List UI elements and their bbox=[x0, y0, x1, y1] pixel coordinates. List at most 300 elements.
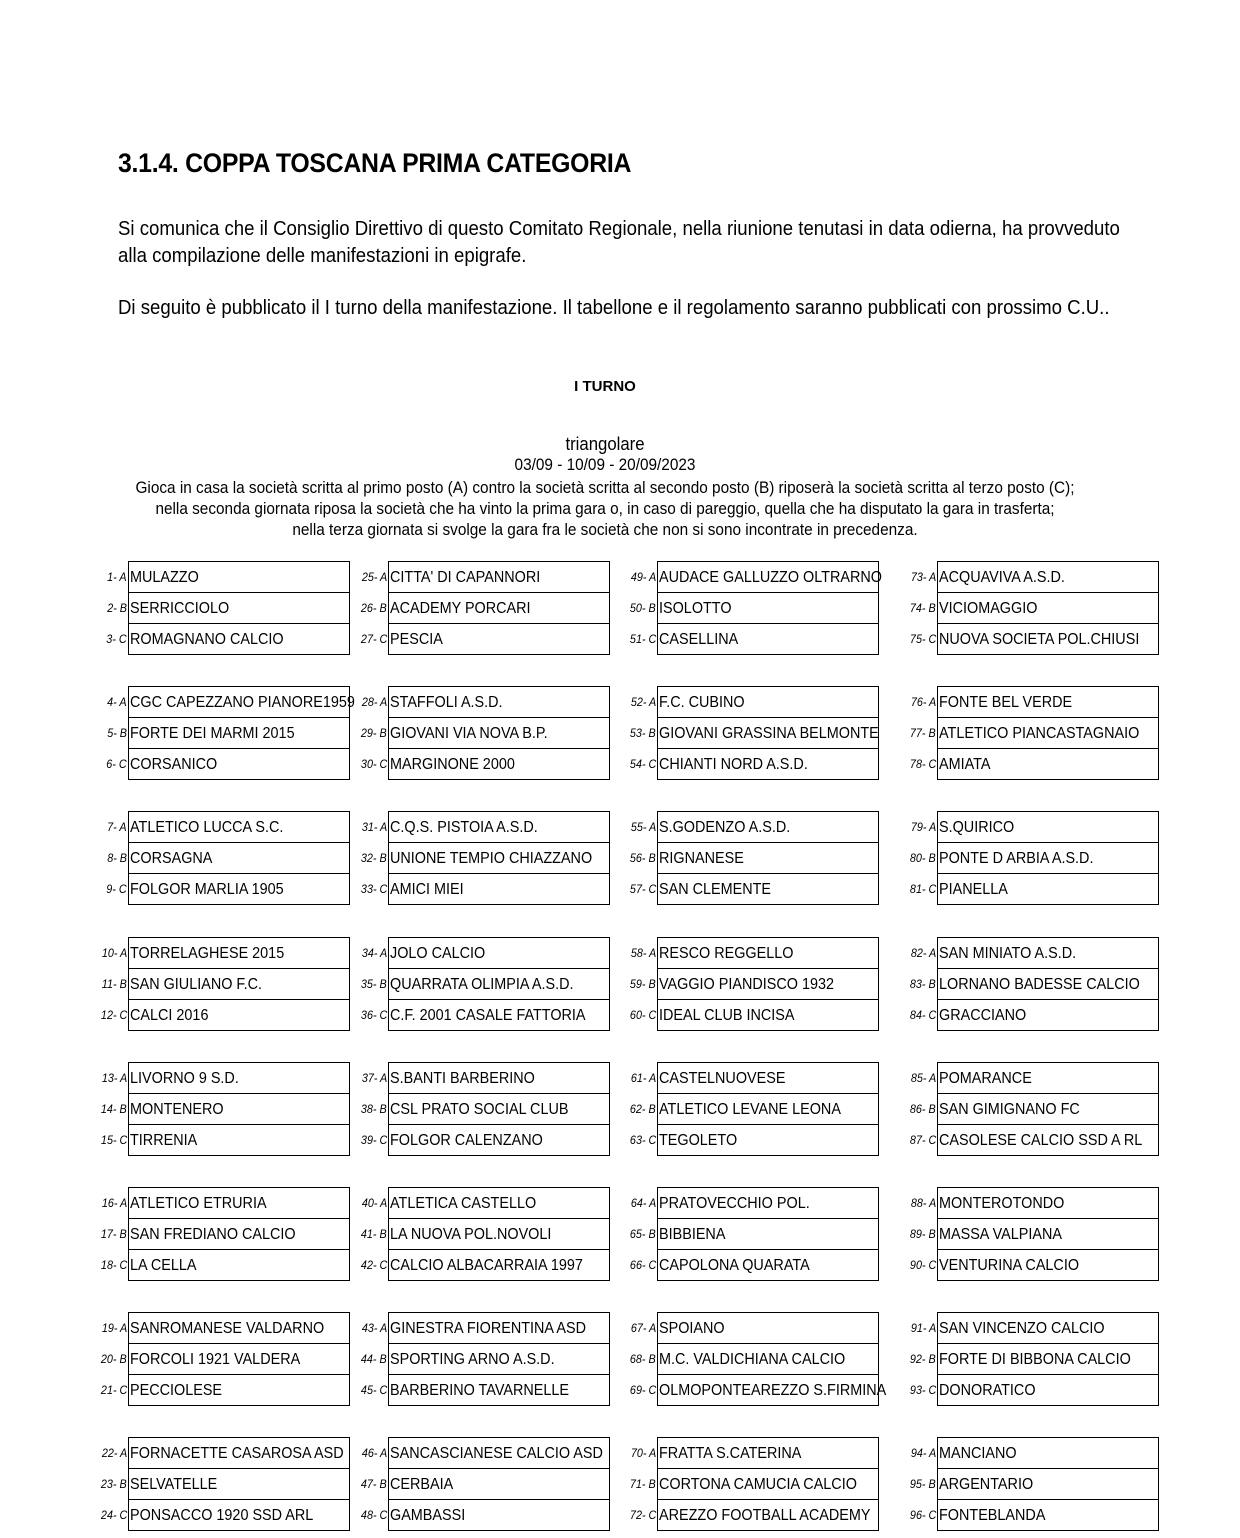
team-row bbox=[353, 1124, 613, 1155]
team-row bbox=[353, 1218, 613, 1249]
team-cell bbox=[128, 1187, 350, 1218]
team-cell bbox=[128, 1437, 350, 1468]
team-cell bbox=[388, 1374, 610, 1406]
team-name: ATLETICO LUCCA S.C. bbox=[130, 819, 284, 836]
team-name: LA NUOVA POL.NOVOLI bbox=[390, 1226, 552, 1243]
team-cell bbox=[657, 1187, 879, 1218]
team-name: S.QUIRICO bbox=[939, 819, 1015, 836]
seed-label: 28- A bbox=[361, 695, 387, 709]
team-name: AMIATA bbox=[939, 756, 991, 773]
team-row bbox=[93, 1499, 353, 1530]
team-row bbox=[353, 1062, 613, 1093]
team-cell bbox=[657, 623, 879, 655]
seed-label: 70- A bbox=[630, 1446, 656, 1460]
team-row bbox=[353, 873, 613, 904]
seed-label: 30- C bbox=[360, 757, 387, 771]
team-row bbox=[353, 1437, 613, 1468]
seed-label: 80- B bbox=[910, 851, 936, 865]
team-cell bbox=[128, 937, 350, 968]
team-row bbox=[902, 1312, 1162, 1343]
team-row bbox=[902, 1062, 1162, 1093]
team-row bbox=[622, 748, 882, 779]
team-row bbox=[93, 842, 353, 873]
team-row bbox=[902, 1124, 1162, 1155]
team-row bbox=[622, 937, 882, 968]
seed-label: 56- B bbox=[630, 851, 656, 865]
seed-label: 40- A bbox=[361, 1196, 387, 1210]
seed-label: 32- B bbox=[361, 851, 387, 865]
team-cell bbox=[128, 686, 355, 717]
seed-label: 65- B bbox=[630, 1227, 656, 1241]
team-row bbox=[902, 1437, 1162, 1468]
team-row bbox=[622, 1187, 882, 1218]
team-name: ATLETICO LEVANE LEONA bbox=[659, 1101, 841, 1118]
team-name: FOLGOR MARLIA 1905 bbox=[130, 881, 284, 898]
format-dates: 03/09 - 10/09 - 20/09/2023 bbox=[514, 456, 696, 474]
team-name: ARGENTARIO bbox=[939, 1476, 1034, 1493]
team-cell bbox=[937, 1062, 1159, 1093]
team-row bbox=[353, 1312, 613, 1343]
team-name: TIRRENIA bbox=[130, 1132, 198, 1149]
seed-label: 44- B bbox=[361, 1352, 387, 1366]
team-name: CSL PRATO SOCIAL CLUB bbox=[390, 1101, 569, 1118]
team-cell bbox=[937, 1499, 1159, 1531]
team-cell bbox=[388, 748, 610, 780]
group-box bbox=[622, 1187, 882, 1282]
notice-paragraph: Di seguito è pubblicato il I turno della manifestazione. Il tabellone e il regolamento saranno pubblicati con prossimo C.U.. bbox=[118, 297, 1110, 319]
team-cell bbox=[128, 1062, 350, 1093]
team-row bbox=[353, 1468, 613, 1499]
seed-label: 17- B bbox=[101, 1227, 127, 1241]
team-cell bbox=[937, 937, 1159, 968]
team-name: VICIOMAGGIO bbox=[939, 600, 1038, 617]
team-row bbox=[622, 968, 882, 999]
team-name: CERBAIA bbox=[390, 1476, 454, 1493]
team-cell bbox=[657, 1249, 879, 1281]
team-row bbox=[902, 561, 1162, 592]
seed-label: 92- B bbox=[910, 1352, 936, 1366]
team-row bbox=[93, 1062, 353, 1093]
team-name: DONORATICO bbox=[939, 1382, 1036, 1399]
team-cell bbox=[388, 1062, 610, 1093]
seed-label: 83- B bbox=[910, 977, 936, 991]
team-name: TEGOLETO bbox=[659, 1132, 738, 1149]
team-cell bbox=[128, 1249, 350, 1281]
format-rule: nella terza giornata si svolge la gara fra le società che non si sono incontrate in precedenza. bbox=[292, 521, 918, 539]
seed-label: 73- A bbox=[910, 570, 936, 584]
team-name: FONTE BEL VERDE bbox=[939, 694, 1073, 711]
team-row bbox=[353, 1374, 613, 1405]
seed-label: 90- C bbox=[909, 1258, 936, 1272]
team-name: CORTONA CAMUCIA CALCIO bbox=[659, 1476, 857, 1493]
team-cell bbox=[937, 1187, 1159, 1218]
team-cell bbox=[388, 1218, 610, 1249]
team-row bbox=[902, 1468, 1162, 1499]
team-name: MULAZZO bbox=[130, 569, 199, 586]
seed-label: 93- C bbox=[909, 1383, 936, 1397]
team-row bbox=[622, 1249, 882, 1280]
seed-label: 58- A bbox=[630, 946, 656, 960]
seed-label: 22- A bbox=[101, 1446, 127, 1460]
team-row bbox=[622, 1343, 882, 1374]
intro-paragraph: Si comunica che il Consiglio Direttivo di questo Comitato Regionale, nella riunione tenutasi in data odierna, ha provveduto alla compilazione delle manifestazioni in epigrafe. bbox=[118, 218, 1120, 267]
seed-label: 15- C bbox=[100, 1133, 127, 1147]
team-name: FORTE DEI MARMI 2015 bbox=[130, 725, 295, 742]
team-name: STAFFOLI A.S.D. bbox=[390, 694, 503, 711]
team-cell bbox=[657, 1124, 879, 1156]
team-name: S.GODENZO A.S.D. bbox=[659, 819, 791, 836]
team-cell bbox=[388, 592, 610, 623]
team-row bbox=[93, 1093, 353, 1124]
team-name: SERRICCIOLO bbox=[130, 600, 230, 617]
seed-label: 6- C bbox=[106, 757, 127, 771]
team-row bbox=[93, 968, 353, 999]
team-name: SANCASCIANESE CALCIO ASD bbox=[390, 1445, 603, 1462]
seed-label: 49- A bbox=[630, 570, 656, 584]
seed-label: 10- A bbox=[101, 946, 127, 960]
seed-label: 89- B bbox=[910, 1227, 936, 1241]
team-name: SAN CLEMENTE bbox=[659, 881, 772, 898]
team-row bbox=[902, 1187, 1162, 1218]
team-cell bbox=[937, 873, 1159, 905]
team-row bbox=[93, 1343, 353, 1374]
seed-label: 21- C bbox=[100, 1383, 127, 1397]
team-row bbox=[902, 1218, 1162, 1249]
team-row bbox=[622, 873, 882, 904]
team-row bbox=[902, 937, 1162, 968]
team-name: PRATOVECCHIO POL. bbox=[659, 1195, 810, 1212]
seed-label: 11- B bbox=[101, 977, 127, 991]
team-row bbox=[93, 561, 353, 592]
team-name: SAN GIMIGNANO FC bbox=[939, 1101, 1080, 1118]
team-cell bbox=[657, 1093, 879, 1124]
seed-label: 1- A bbox=[107, 570, 127, 584]
team-cell bbox=[657, 842, 879, 873]
team-cell bbox=[937, 1312, 1159, 1343]
team-name: BIBBIENA bbox=[659, 1226, 726, 1243]
group-box bbox=[622, 1437, 882, 1532]
team-name: NUOVA SOCIETA POL.CHIUSI bbox=[939, 631, 1140, 648]
team-row bbox=[93, 1218, 353, 1249]
team-cell bbox=[128, 561, 350, 592]
seed-label: 29- B bbox=[361, 726, 387, 740]
team-cell bbox=[937, 1218, 1159, 1249]
team-name: FRATTA S.CATERINA bbox=[659, 1445, 802, 1462]
team-row bbox=[353, 1093, 613, 1124]
round-title: I TURNO bbox=[574, 378, 636, 395]
team-cell bbox=[657, 811, 879, 842]
team-cell bbox=[388, 1093, 610, 1124]
team-cell bbox=[937, 1124, 1159, 1156]
team-cell bbox=[388, 811, 610, 842]
team-cell bbox=[657, 561, 882, 592]
team-cell bbox=[388, 1468, 610, 1499]
team-cell bbox=[128, 968, 350, 999]
team-cell bbox=[128, 1499, 350, 1531]
seed-label: 55- A bbox=[630, 820, 656, 834]
team-name: PECCIOLESE bbox=[130, 1382, 223, 1399]
group-box bbox=[353, 937, 613, 1032]
team-cell bbox=[937, 968, 1159, 999]
team-name: MARGINONE 2000 bbox=[390, 756, 515, 773]
team-name: C.F. 2001 CASALE FATTORIA bbox=[390, 1007, 586, 1024]
team-row bbox=[622, 561, 882, 592]
group-box bbox=[353, 686, 613, 781]
seed-label: 63- C bbox=[629, 1133, 656, 1147]
seed-label: 48- C bbox=[360, 1508, 387, 1522]
team-name: AREZZO FOOTBALL ACADEMY bbox=[659, 1507, 871, 1524]
group-box bbox=[93, 811, 353, 906]
team-cell bbox=[388, 561, 610, 592]
seed-label: 2- B bbox=[107, 601, 127, 615]
team-row bbox=[622, 1312, 882, 1343]
team-row bbox=[353, 1187, 613, 1218]
seed-label: 68- B bbox=[630, 1352, 656, 1366]
seed-label: 50- B bbox=[630, 601, 656, 615]
team-row bbox=[353, 968, 613, 999]
team-cell bbox=[128, 717, 350, 748]
team-name: RESCO REGGELLO bbox=[659, 945, 794, 962]
seed-label: 12- C bbox=[100, 1008, 127, 1022]
team-cell bbox=[128, 873, 350, 905]
team-row bbox=[353, 1499, 613, 1530]
seed-label: 66- C bbox=[629, 1258, 656, 1272]
team-cell bbox=[937, 842, 1159, 873]
team-name: CAPOLONA QUARATA bbox=[659, 1257, 810, 1274]
group-box bbox=[902, 1312, 1162, 1407]
team-row bbox=[93, 592, 353, 623]
team-row bbox=[622, 1374, 887, 1405]
team-row bbox=[902, 592, 1162, 623]
team-row bbox=[353, 937, 613, 968]
team-name: RIGNANESE bbox=[659, 850, 744, 867]
seed-label: 23- B bbox=[101, 1477, 127, 1491]
team-cell bbox=[388, 1124, 610, 1156]
team-cell bbox=[388, 873, 610, 905]
seed-label: 91- A bbox=[910, 1321, 936, 1335]
team-name: QUARRATA OLIMPIA A.S.D. bbox=[390, 976, 574, 993]
team-cell bbox=[937, 1343, 1159, 1374]
team-name: M.C. VALDICHIANA CALCIO bbox=[659, 1351, 846, 1368]
section-heading: 3.1.4. COPPA TOSCANA PRIMA CATEGORIA bbox=[118, 148, 632, 178]
team-row bbox=[93, 1468, 353, 1499]
team-row bbox=[353, 623, 613, 654]
team-name: ACQUAVIVA A.S.D. bbox=[939, 569, 1065, 586]
seed-label: 69- C bbox=[629, 1383, 656, 1397]
seed-label: 13- A bbox=[101, 1071, 127, 1085]
format-rule: nella seconda giornata riposa la società che ha vinto la prima gara o, in caso di pareggio, quella che ha disputato la gara in trasferta; bbox=[155, 500, 1055, 518]
team-cell bbox=[937, 1374, 1159, 1406]
team-name: FORNACETTE CASAROSA ASD bbox=[130, 1445, 344, 1462]
team-cell bbox=[128, 1468, 350, 1499]
team-row bbox=[93, 1249, 353, 1280]
team-row bbox=[93, 999, 353, 1030]
team-name: PONSACCO 1920 SSD ARL bbox=[130, 1507, 314, 1524]
team-row bbox=[622, 999, 882, 1030]
team-cell bbox=[388, 1249, 610, 1281]
team-cell bbox=[657, 1218, 879, 1249]
team-cell bbox=[937, 717, 1159, 748]
team-cell bbox=[937, 748, 1159, 780]
seed-label: 78- C bbox=[909, 757, 936, 771]
team-name: CALCIO ALBACARRAIA 1997 bbox=[390, 1257, 583, 1274]
seed-label: 61- A bbox=[630, 1071, 656, 1085]
team-name: ISOLOTTO bbox=[659, 600, 732, 617]
seed-label: 34- A bbox=[361, 946, 387, 960]
team-cell bbox=[937, 561, 1159, 592]
group-box bbox=[902, 1187, 1162, 1282]
team-name: MASSA VALPIANA bbox=[939, 1226, 1062, 1243]
team-row bbox=[902, 686, 1162, 717]
team-row bbox=[902, 717, 1162, 748]
seed-label: 54- C bbox=[629, 757, 656, 771]
team-name: OLMOPONTEAREZZO S.FIRMINA bbox=[659, 1382, 887, 1399]
team-cell bbox=[128, 1218, 350, 1249]
team-row bbox=[902, 1374, 1162, 1405]
team-cell bbox=[937, 1468, 1159, 1499]
team-cell bbox=[388, 1499, 610, 1531]
team-row bbox=[353, 842, 613, 873]
group-box bbox=[93, 561, 353, 656]
team-cell bbox=[388, 1187, 610, 1218]
team-cell bbox=[128, 842, 350, 873]
seed-label: 62- B bbox=[630, 1102, 656, 1116]
seed-label: 5- B bbox=[107, 726, 127, 740]
seed-label: 8- B bbox=[107, 851, 127, 865]
seed-label: 26- B bbox=[361, 601, 387, 615]
seed-label: 52- A bbox=[630, 695, 656, 709]
team-cell bbox=[937, 1249, 1159, 1281]
team-cell bbox=[388, 968, 610, 999]
team-cell bbox=[937, 811, 1159, 842]
team-row bbox=[93, 748, 353, 779]
team-name: CGC CAPEZZANO PIANORE1959 bbox=[130, 694, 355, 711]
seed-label: 16- A bbox=[101, 1196, 127, 1210]
team-cell bbox=[657, 748, 879, 780]
team-row bbox=[93, 623, 353, 654]
group-box bbox=[93, 1187, 353, 1282]
team-row bbox=[902, 842, 1162, 873]
team-row bbox=[353, 561, 613, 592]
team-name: LIVORNO 9 S.D. bbox=[130, 1070, 239, 1087]
team-cell bbox=[128, 811, 350, 842]
team-name: SAN FREDIANO CALCIO bbox=[130, 1226, 296, 1243]
team-cell bbox=[128, 999, 350, 1031]
team-row bbox=[93, 811, 353, 842]
team-name: CASOLESE CALCIO SSD A RL bbox=[939, 1132, 1143, 1149]
team-name: LORNANO BADESSE CALCIO bbox=[939, 976, 1140, 993]
team-name: POMARANCE bbox=[939, 1070, 1032, 1087]
seed-label: 41- B bbox=[361, 1227, 387, 1241]
team-row bbox=[93, 937, 353, 968]
team-name: FORCOLI 1921 VALDERA bbox=[130, 1351, 301, 1368]
team-name: PESCIA bbox=[390, 631, 443, 648]
seed-label: 75- C bbox=[909, 632, 936, 646]
seed-label: 18- C bbox=[100, 1258, 127, 1272]
team-row bbox=[93, 1187, 353, 1218]
team-name: F.C. CUBINO bbox=[659, 694, 745, 711]
seed-label: 24- C bbox=[100, 1508, 127, 1522]
team-cell bbox=[128, 1374, 350, 1406]
seed-label: 72- C bbox=[629, 1508, 656, 1522]
team-name: JOLO CALCIO bbox=[390, 945, 486, 962]
team-row bbox=[622, 1468, 882, 1499]
team-name: CITTA' DI CAPANNORI bbox=[390, 569, 541, 586]
seed-label: 94- A bbox=[910, 1446, 936, 1460]
team-name: GAMBASSI bbox=[390, 1507, 466, 1524]
team-name: SANROMANESE VALDARNO bbox=[130, 1320, 325, 1337]
team-cell bbox=[128, 623, 350, 655]
team-name: SAN GIULIANO F.C. bbox=[130, 976, 263, 993]
seed-label: 33- C bbox=[360, 882, 387, 896]
seed-label: 64- A bbox=[630, 1196, 656, 1210]
team-row bbox=[902, 623, 1162, 654]
seed-label: 77- B bbox=[910, 726, 936, 740]
seed-label: 46- A bbox=[361, 1446, 387, 1460]
team-row bbox=[93, 1124, 353, 1155]
team-cell bbox=[657, 1312, 879, 1343]
team-cell bbox=[657, 686, 879, 717]
seed-label: 82- A bbox=[910, 946, 936, 960]
group-box bbox=[353, 811, 613, 906]
team-name: CHIANTI NORD A.S.D. bbox=[659, 756, 808, 773]
seed-label: 47- B bbox=[361, 1477, 387, 1491]
format-title: triangolare bbox=[565, 434, 645, 454]
seed-label: 20- B bbox=[101, 1352, 127, 1366]
team-row bbox=[353, 686, 613, 717]
seed-label: 53- B bbox=[630, 726, 656, 740]
team-row bbox=[622, 592, 882, 623]
team-row bbox=[622, 1499, 882, 1530]
seed-label: 87- C bbox=[909, 1133, 936, 1147]
seed-label: 79- A bbox=[910, 820, 936, 834]
team-name: ATLETICO ETRURIA bbox=[130, 1195, 267, 1212]
seed-label: 36- C bbox=[360, 1008, 387, 1022]
team-name: FORTE DI BIBBONA CALCIO bbox=[939, 1351, 1131, 1368]
group-box bbox=[902, 937, 1162, 1032]
team-row bbox=[622, 842, 882, 873]
seed-label: 14- B bbox=[101, 1102, 127, 1116]
team-cell bbox=[388, 842, 610, 873]
team-row bbox=[622, 1062, 882, 1093]
team-cell bbox=[657, 717, 879, 748]
team-cell bbox=[657, 1062, 879, 1093]
team-name: VENTURINA CALCIO bbox=[939, 1257, 1080, 1274]
format-rule: Gioca in casa la società scritta al primo posto (A) contro la società scritta al secondo posto (B) riposerà la società scritta al terzo posto (C); bbox=[135, 479, 1075, 497]
seed-label: 88- A bbox=[910, 1196, 936, 1210]
team-name: GINESTRA FIORENTINA ASD bbox=[390, 1320, 587, 1337]
group-box bbox=[902, 686, 1162, 781]
team-cell bbox=[388, 623, 610, 655]
team-row bbox=[622, 717, 882, 748]
team-name: FOLGOR CALENZANO bbox=[390, 1132, 543, 1149]
seed-label: 67- A bbox=[630, 1321, 656, 1335]
seed-label: 86- B bbox=[910, 1102, 936, 1116]
team-name: CASELLINA bbox=[659, 631, 739, 648]
seed-label: 95- B bbox=[910, 1477, 936, 1491]
team-name: PONTE D ARBIA A.S.D. bbox=[939, 850, 1094, 867]
team-name: SPORTING ARNO A.S.D. bbox=[390, 1351, 555, 1368]
seed-label: 27- C bbox=[360, 632, 387, 646]
seed-label: 59- B bbox=[630, 977, 656, 991]
seed-label: 96- C bbox=[909, 1508, 936, 1522]
seed-label: 43- A bbox=[361, 1321, 387, 1335]
group-box bbox=[902, 1437, 1162, 1532]
group-box bbox=[622, 811, 882, 906]
team-cell bbox=[128, 1124, 350, 1156]
team-row bbox=[902, 968, 1162, 999]
team-row bbox=[353, 999, 613, 1030]
